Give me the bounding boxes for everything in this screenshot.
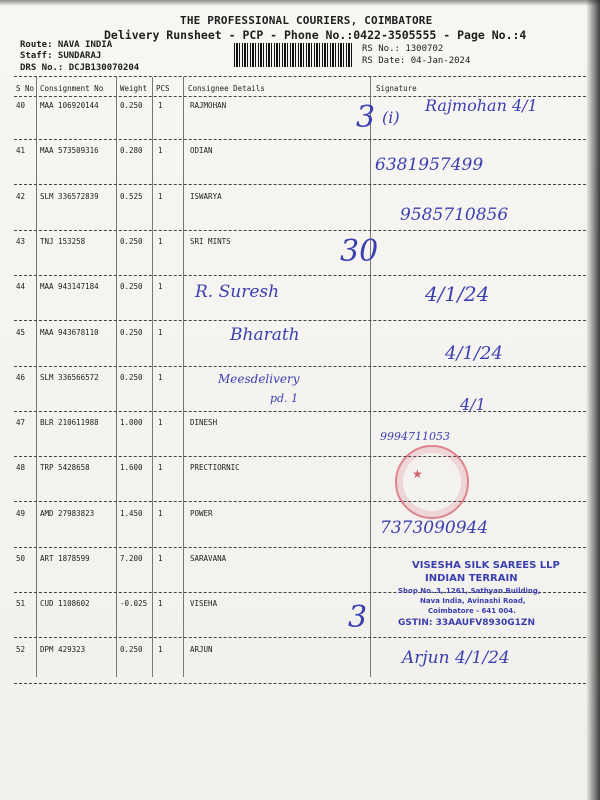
- row-sno: 45: [16, 327, 26, 337]
- row-pcs: 1: [158, 101, 163, 110]
- document-title: THE PROFESSIONAL COURIERS, COIMBATORE: [180, 14, 433, 27]
- row-weight: 0.250: [120, 372, 143, 382]
- col-header-details: Consignee Details: [188, 84, 265, 93]
- row-separator: [14, 366, 586, 367]
- handwritten-note-46-sub: pd. 1: [270, 392, 299, 405]
- company-stamp-line2: INDIAN TERRAIN: [425, 573, 518, 584]
- handwritten-phone-41: 6381957499: [375, 155, 484, 175]
- row-consignee: POWER: [190, 508, 213, 518]
- col-header-weight: Weight: [120, 84, 148, 93]
- row-pcs: 1: [158, 372, 163, 382]
- staff-label: Staff: SUNDARAJ: [20, 51, 102, 61]
- handwritten-mark: 3: [356, 100, 376, 135]
- row-pcs: 1: [158, 191, 163, 201]
- row-sno: 44: [16, 282, 26, 292]
- row-weight: -0.025: [120, 599, 148, 609]
- row-pcs: 1: [158, 508, 163, 518]
- row-consignment-no: MAA 943147184: [40, 282, 99, 292]
- row-consignment-no: CUD 1108602: [40, 599, 90, 609]
- row-sno: 42: [16, 191, 26, 201]
- stamp-center-mark: ★: [412, 467, 423, 481]
- row-weight: 1.450: [120, 508, 143, 518]
- row-pcs: 1: [158, 146, 163, 156]
- col-divider: [116, 77, 117, 677]
- scan-edge-shadow: [586, 0, 600, 800]
- row-separator: [14, 637, 586, 638]
- row-weight: 0.250: [120, 644, 143, 654]
- row-consignee: VISEHA: [190, 599, 218, 609]
- handwritten-note-46: Meesdelivery: [218, 372, 300, 386]
- row-consignee: RAJMOHAN: [190, 101, 227, 110]
- row-consignment-no: TNJ 153258: [40, 236, 86, 246]
- row-weight: 0.525: [120, 191, 143, 201]
- document-subtitle: Delivery Runsheet - PCP - Phone No.:0422-3505555 - Page No.:4: [104, 28, 527, 42]
- rs-date: RS Date: 04-Jan-2024: [362, 56, 471, 66]
- company-stamp-line1: VISESHA SILK SAREES LLP: [412, 560, 560, 571]
- row-sno: 41: [16, 146, 26, 156]
- row-pcs: 1: [158, 327, 163, 337]
- row-weight: 0.250: [120, 327, 143, 337]
- row-consignment-no: SLM 336572839: [40, 191, 99, 201]
- row-consignment-no: MAA 573509316: [40, 146, 99, 156]
- row-weight: 0.250: [120, 236, 143, 246]
- handwritten-phone-49: 7373090944: [380, 518, 489, 538]
- row-consignment-no: SLM 336566572: [40, 372, 99, 382]
- col-header-sno: S No: [16, 84, 35, 93]
- row-consignee: ODIAN: [190, 146, 213, 156]
- row-pcs: 1: [158, 599, 163, 609]
- col-divider: [183, 77, 184, 677]
- row-separator: [14, 275, 586, 276]
- drs-number: DRS No.: DCJB130070204: [20, 63, 140, 73]
- scan-top-shadow: [0, 0, 600, 6]
- handwritten-mark-43: 30: [340, 234, 379, 269]
- row-pcs: 1: [158, 236, 163, 246]
- row-separator: [14, 501, 586, 502]
- handwritten-circle: (i): [382, 108, 400, 127]
- row-separator: [14, 683, 586, 684]
- barcode: [234, 43, 354, 67]
- col-header-signature: Signature: [376, 84, 417, 93]
- row-consignment-no: ART 1878599: [40, 554, 90, 563]
- col-divider: [370, 77, 371, 677]
- company-stamp-gstin: GSTIN: 33AAUFV8930G1ZN: [398, 618, 535, 628]
- handwritten-name-45: Bharath: [230, 325, 300, 345]
- row-consignment-no: TRP 5428658: [40, 463, 90, 473]
- row-weight: 1.600: [120, 463, 143, 473]
- company-stamp-line4: Nava India, Avinashi Road,: [420, 597, 526, 605]
- handwritten-date-44: 4/1/24: [425, 282, 490, 306]
- row-weight: 1.000: [120, 418, 143, 428]
- route-label: Route: NAVA INDIA: [20, 40, 113, 50]
- row-pcs: 1: [158, 463, 163, 473]
- handwritten-signature-40: Rajmohan 4/1: [425, 96, 538, 115]
- row-separator: [14, 230, 586, 231]
- row-weight: 0.250: [120, 101, 143, 110]
- rs-number: RS No.: 1300702: [362, 44, 444, 54]
- row-sno: 46: [16, 372, 26, 382]
- row-consignee: ISWARYA: [190, 191, 222, 201]
- row-pcs: 1: [158, 554, 163, 563]
- handwritten-date-46: 4/1: [460, 395, 486, 414]
- handwritten-date-45: 4/1/24: [445, 343, 503, 364]
- row-sno: 40: [16, 101, 26, 110]
- row-sno: 47: [16, 418, 26, 428]
- row-consignment-no: MAA 106920144: [40, 101, 99, 110]
- row-sno: 52: [16, 644, 26, 654]
- row-consignment-no: DPM 429323: [40, 644, 86, 654]
- row-sno: 43: [16, 236, 26, 246]
- header-rule-top: [14, 76, 586, 77]
- row-consignment-no: AMD 27983823: [40, 508, 95, 518]
- row-weight: 7.200: [120, 554, 143, 563]
- row-separator: [14, 411, 586, 412]
- row-consignee: ARJUN: [190, 644, 213, 654]
- company-stamp-line3: Shop No. 3, 1261, Sathyan Building,: [398, 587, 541, 595]
- row-weight: 0.250: [120, 282, 143, 292]
- row-sno: 48: [16, 463, 26, 473]
- row-consignee: DINESH: [190, 418, 218, 428]
- row-consignee: PRECTIORNIC: [190, 463, 240, 473]
- row-consignment-no: MAA 943678110: [40, 327, 99, 337]
- row-sno: 50: [16, 554, 26, 563]
- company-stamp-line5: Coimbatore - 641 004.: [428, 607, 516, 615]
- row-separator: [14, 184, 586, 185]
- row-pcs: 1: [158, 282, 163, 292]
- row-pcs: 1: [158, 644, 163, 654]
- row-separator: [14, 320, 586, 321]
- row-separator: [14, 139, 586, 140]
- row-separator: [14, 547, 586, 548]
- row-consignment-no: BLR 210611988: [40, 418, 99, 428]
- row-sno: 51: [16, 599, 26, 609]
- row-sno: 49: [16, 508, 26, 518]
- handwritten-name-44: R. Suresh: [195, 282, 280, 302]
- handwritten-signature-52: Arjun 4/1/24: [402, 648, 510, 668]
- col-divider: [36, 77, 37, 677]
- courier-round-stamp: [395, 445, 469, 519]
- col-header-pcs: PCS: [156, 84, 170, 93]
- col-header-consignment: Consignment No: [40, 84, 104, 93]
- col-divider: [152, 77, 153, 677]
- handwritten-mark-51: 3: [348, 600, 368, 635]
- row-weight: 0.280: [120, 146, 143, 156]
- row-consignee: SRI MINTS: [190, 236, 231, 246]
- handwritten-phone-47: 9994711053: [380, 430, 450, 443]
- row-consignee: SARAVANA: [190, 554, 227, 563]
- handwritten-phone-42: 9585710856: [400, 205, 509, 225]
- row-separator: [14, 456, 586, 457]
- row-pcs: 1: [158, 418, 163, 428]
